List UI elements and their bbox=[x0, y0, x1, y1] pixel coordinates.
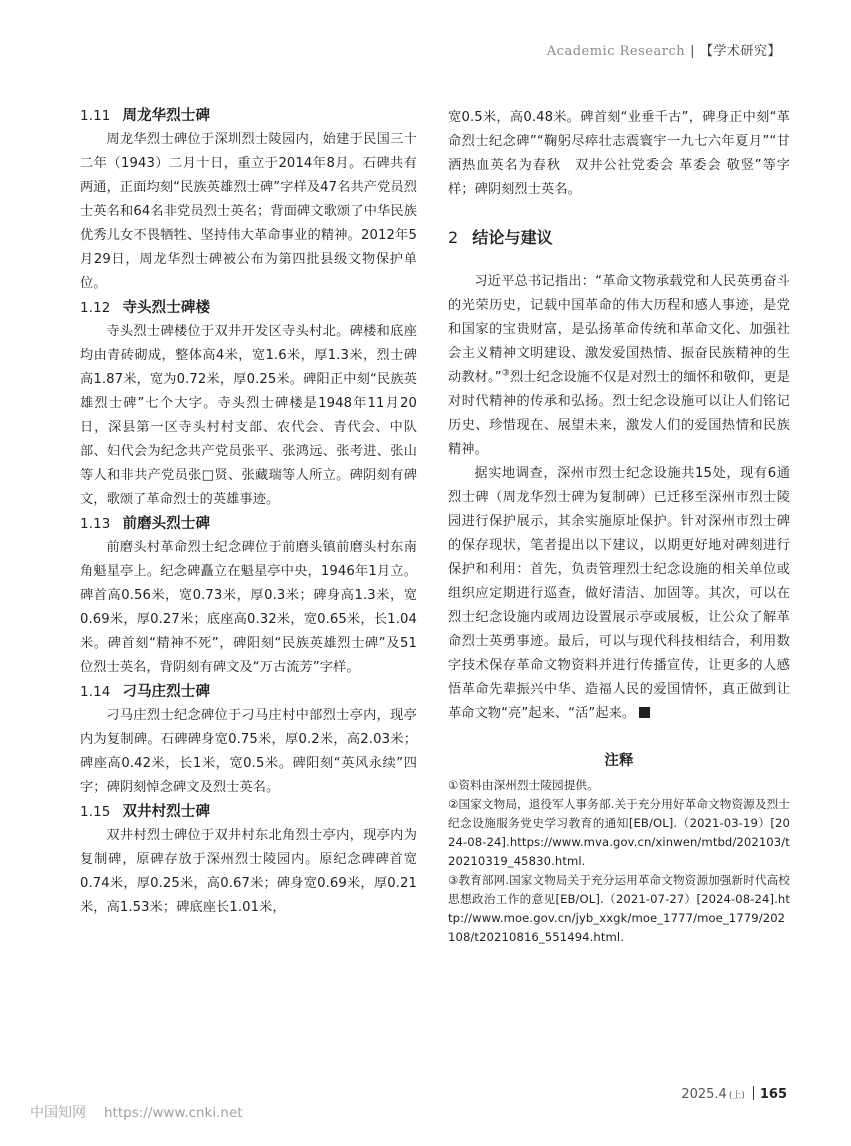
left-column bbox=[80, 104, 417, 920]
section-1-11-title bbox=[80, 104, 417, 128]
section-1-12-title bbox=[80, 296, 417, 320]
section-1-13-title bbox=[80, 512, 417, 536]
section-number: 1.12 bbox=[80, 300, 111, 316]
paragraph-text: 烈士纪念设施不仅是对烈士的缅怀和敬仰，更是对时代精神的传承和弘扬。烈士纪念设施可以让人们铭记历史、珍惜现在、展望未来，激发人们的爱国热情和民族精神。 bbox=[448, 370, 791, 457]
section-number: 1.14 bbox=[80, 684, 111, 700]
section-heading: 双井村烈士碑 bbox=[122, 804, 211, 820]
section-heading: 周龙华烈士碑 bbox=[122, 108, 211, 124]
section-heading: 刁马庄烈士碑 bbox=[122, 684, 211, 700]
page-footer bbox=[681, 1086, 787, 1102]
header-section-cn: 【学术研究】 bbox=[699, 44, 781, 59]
note-1: ①资料由深州烈士陵园提供。 bbox=[448, 778, 599, 792]
conclusion-paragraph-2 bbox=[448, 462, 790, 726]
section-heading: 前磨头烈士碑 bbox=[122, 516, 211, 532]
watermark-url[interactable]: https://www.cnki.net bbox=[104, 1105, 243, 1121]
header-separator: | bbox=[690, 44, 695, 59]
watermark-text: 中国知网 bbox=[30, 1105, 86, 1121]
section-1-13-body: 前磨头村革命烈士纪念碑位于前磨头镇前磨头村东南角魁星亭上。纪念碑矗立在魁星亭中央，1946年1月立。碑首高0.56米，宽0.73米，厚0.3米；碑身高1.3米，宽0.69米，厚0.27米；底座高0.32米，宽0.65米，长1.04米。碑首刻“精神不死”，碑阳刻“民族英雄烈士碑”及51位烈士英名，背阴刻有碑文及“万古流芳”字样。 bbox=[80, 540, 417, 675]
section-1-15-title bbox=[80, 800, 417, 824]
section-1-12-body: 寺头烈士碑楼位于双井开发区寺头村北。碑楼和底座均由青砖砌成，整体高4米，宽1.6米，厚1.3米，烈士碑高1.87米，宽为0.72米，厚0.25米。碑阳正中刻“民族英雄烈士碑”七个大字。寺头烈士碑楼是1948年11月20日，深县第一区寺头村村支部、农代会、青代会、中队部、妇代会为纪念共产党员张平、张鸿远、张考进、张山等人和非共产党员张□贤、张藏瑞等人所立。碑阴刻有碑文，歌颂了革命烈士的英雄事迹。 bbox=[80, 324, 417, 507]
section-number: 1.15 bbox=[80, 804, 111, 820]
right-column bbox=[448, 106, 790, 947]
footer-divider bbox=[753, 1086, 754, 1100]
paragraph-text: 习近平总书记指出：“革命文物承载党和人民英勇奋斗的光荣历史，记载中国革命的伟大历程和感人事迹，是党和国家的宝贵财富，是弘扬革命传统和革命文化、加强社会主义精神文明建设、激发爱国热情、振奋民族精神的生动教材。” bbox=[448, 274, 790, 385]
note-3[interactable]: ③教育部网.国家文物局关于充分运用革命文物资源加强新时代高校思想政治工作的意见[EB/OL].（2021-07-27）[2024-08-24].http://www.moe.gov.cn/jyb_xxgk/moe_1777/moe_1779/202108/t20210816_551494.html. bbox=[448, 873, 790, 944]
header-section-en: Academic Research bbox=[546, 44, 686, 59]
issue-half: (上) bbox=[728, 1091, 745, 1101]
section-1-15-body: 双井村烈士碑位于双井村东北角烈士亭内，现亭内为复制碑，原碑存放于深州烈士陵园内。原纪念碑碑首宽0.74米，厚0.25米，高0.67米；碑身宽0.69米，厚0.21米，高1.53米；碑底座长1.01米， bbox=[80, 828, 417, 915]
page-number: 165 bbox=[759, 1087, 787, 1102]
issue-number: 2025.4 bbox=[681, 1087, 727, 1102]
conclusion-paragraph-1 bbox=[448, 270, 790, 462]
section-2-heading bbox=[448, 226, 790, 250]
running-header bbox=[547, 40, 781, 59]
note-2[interactable]: ②国家文物局，退役军人事务部.关于充分用好革命文物资源及烈士纪念设施服务党史学习教育的通知[EB/OL].（2021-03-19）[2024-08-24].https://www.mva.gov.cn/xinwen/mtbd/202103/t20210319_45830.html. bbox=[448, 797, 790, 868]
section-number: 1.13 bbox=[80, 516, 111, 532]
section-1-14-body: 刁马庄烈士纪念碑位于刁马庄村中部烈士亭内，现亭内为复制碑。石碑碑身宽0.75米，厚0.2米，高2.03米；碑座高0.42米，长1米，宽0.5米。碑阳刻“英风永续”四字；碑阴刻悼念碑文及烈士英名。 bbox=[80, 708, 417, 795]
section-1-11-body: 周龙华烈士碑位于深圳烈士陵园内，始建于民国三十二年（1943）二月十日，重立于2014年8月。石碑共有两通，正面均刻“民族英雄烈士碑”字样及47名共产党员烈士英名和64名非党员烈士英名；背面碑文歌颂了中华民族优秀儿女不畏牺牲、坚持伟大革命事业的精神。2012年5月29日，周龙华烈士碑被公布为第四批县级文物保护单位。 bbox=[80, 132, 417, 291]
section-1-14-title bbox=[80, 680, 417, 704]
footnote-ref[interactable]: ③ bbox=[501, 368, 510, 379]
watermark bbox=[30, 1102, 243, 1122]
section-1-15-continued: 宽0.5米，高0.48米。碑首刻“业垂千古”，碑身正中刻“革命烈士纪念碑”“鞠躬尽瘁壮志震寰宇一九七六年夏月”“甘洒热血英名为春秋 双井公社党委会 革委会 敬竖”等字样；碑阴刻烈士英名。 bbox=[448, 110, 790, 197]
section-number: 2 bbox=[448, 228, 459, 247]
section-heading: 寺头烈士碑楼 bbox=[122, 300, 211, 316]
end-mark-icon bbox=[639, 707, 650, 718]
section-number: 1.11 bbox=[80, 108, 111, 124]
section-heading: 结论与建议 bbox=[472, 228, 553, 247]
paragraph-text: 据实地调查，深州市烈士纪念设施共15处，现有6通烈士碑（周龙华烈士碑为复制碑）已迁移至深州市烈士陵园进行保护展示，其余实施原址保护。针对深州市烈士碑的保存现状，笔者提出以下建议，以期更好地对碑刻进行保护和利用：首先，负责管理烈士纪念设施的相关单位或组织应定期进行巡查，做好清洁、加固等。其次，可以在烈士纪念设施内或周边设置展示亭或展板，让公众了解革命烈士英勇事迹。最后，可以与现代科技相结合，利用数字技术保存革命文物资料并进行传播宣传，让更多的人感悟革命先辈振兴中华、造福人民的爱国情怀，真正做到让革命文物“亮”起来、“活”起来。 bbox=[448, 466, 790, 721]
notes-title: 注释 bbox=[604, 753, 634, 769]
